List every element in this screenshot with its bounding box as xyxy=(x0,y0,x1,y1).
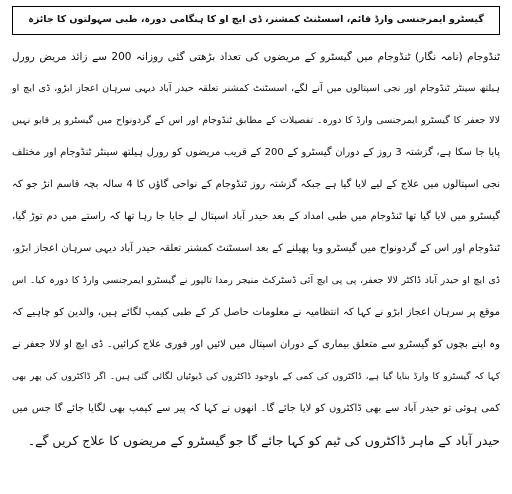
body-line: وہ اپنے بچوں کو گیسٹرو سے متعلق بیماری کے دوران اسپتال میں لائیں اور فوری علاج کرائیں۔ ڈی ایچ او لالا جعفر نے xyxy=(12,339,500,350)
body-line: کہا کہ گیسٹرو کا وارڈ بنایا گیا ہے، ڈاکٹروں کی کمی کے باوجود ڈاکٹروں کی ڈیوٹیاں لگائی گئی ہیں۔ اگر ڈاکٹروں کی پھر بھی xyxy=(12,372,500,382)
body-line: ٹنڈوجام اور اس کے گردونواح میں گیسٹرو وبا پھیلنے کے بعد اسسٹنٹ کمشنر تعلقہ حیدر آباد دیہی سرہان اعجاز ابڑو، xyxy=(12,243,500,254)
headline: گیسٹرو ایمرجنسی وارڈ قائم، اسسٹنٹ کمشنر، ڈی ایچ او کا ہنگامی دورہ، طبی سہولتوں کا جائزہ xyxy=(28,14,484,25)
body-line: ہیلتھ سینٹر ٹنڈوجام اور نجی اسپتالوں میں آنے لگے، اسسٹنٹ کمشنر تعلقہ حیدر آباد دیہی سرہان اعجاز ابڑو، ڈی ایچ او xyxy=(12,83,500,94)
headline-box xyxy=(12,6,500,35)
body-line: کمی ہوئی تو حیدر آباد سے بھی ڈاکٹروں کو لایا جائے گا۔ انھوں نے کہا کہ پیر سے کیمپ بھی لگایا جائے گا جس میں xyxy=(12,403,500,414)
body-line: ٹنڈوجام (نامہ نگار) ٹنڈوجام میں گیسٹرو کے مریضوں کی تعداد بڑھتی گئی روزانہ 200 سے زائد مریض رورل xyxy=(12,51,500,63)
body-line: ڈی ایچ او حیدر آباد ڈاکٹر لالا جعفر، پی پی ایچ آئی ڈسٹرکٹ منیجر رمدا تالپور نے گیسٹرو ایمرجنسی وارڈ کا دورہ کیا۔ اس xyxy=(12,275,500,286)
body-line: پایا جا سکا ہے، گزشتہ 3 روز کے دوران گیسٹرو کے 200 کے قریب مریضوں کو رورل ہیلتھ سینٹر ٹنڈوجام اور مختلف xyxy=(12,147,500,158)
article-body xyxy=(12,41,500,457)
body-line: گیسٹرو میں لایا گیا تھا ٹنڈوجام میں طبی امداد کے بعد حیدر آباد اسپتال لے جایا جا رہا تھا کہ راستے میں دم توڑ گیا، xyxy=(12,211,500,222)
body-line: موقع پر سرہان اعجاز ابڑو نے کہا کہ انتظامیہ نے معلومات حاصل کر کے طبی کیمپ لگائے ہیں، والدین کو چاہیے کہ xyxy=(12,307,500,318)
body-line-last: حیدر آباد کے ماہر ڈاکٹروں کی ٹیم کو کہا جائے گا جو گیسٹرو کے مریضوں کا علاج کریں گے۔ xyxy=(27,433,500,448)
body-line: نجی اسپتالوں میں علاج کے لیے لایا گیا ہے جبکہ گزشتہ روز ٹنڈوجام کے نواحی گاؤں کا 4 سالہ بچہ قاسم انڑ جو کہ xyxy=(12,179,500,190)
body-line: لالا جعفر کا گیسٹرو ایمرجنسی وارڈ کا دورہ۔ تفصیلات کے مطابق ٹنڈوجام اور اس کے گردونواح میں گیسٹرو پر قابو نہیں xyxy=(12,115,500,126)
